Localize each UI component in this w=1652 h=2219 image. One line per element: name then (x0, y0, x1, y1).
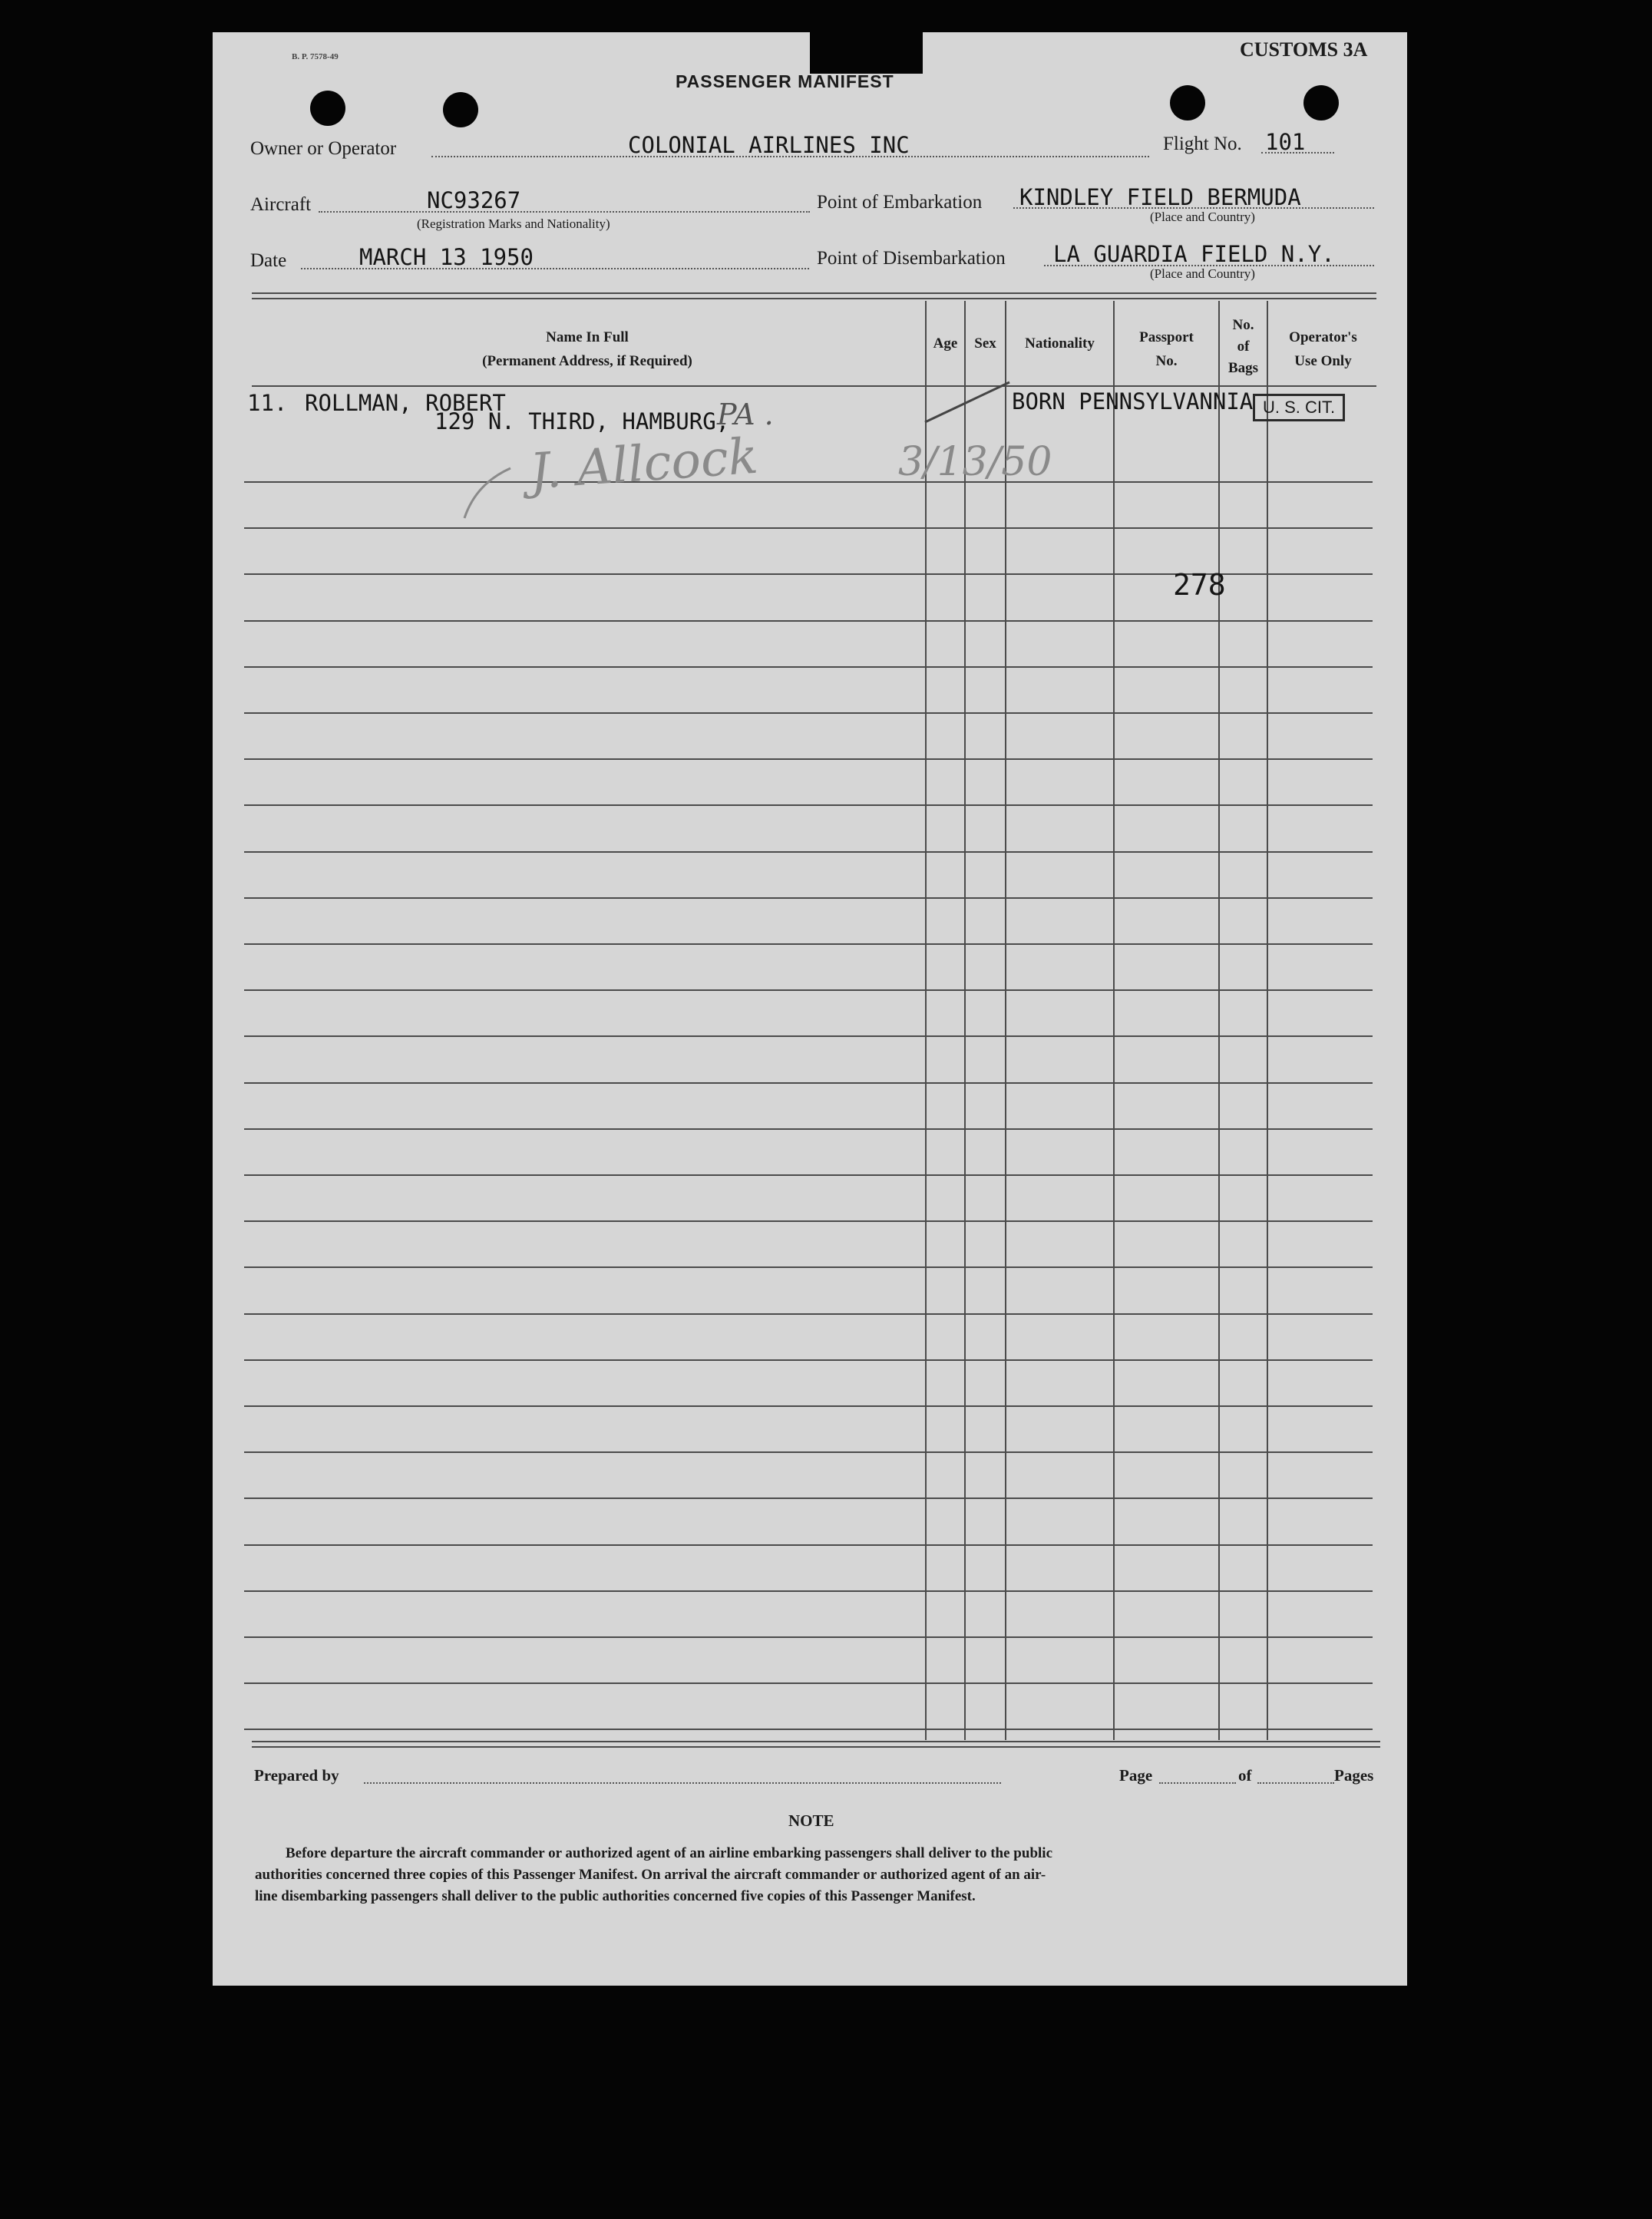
entry-address-state: PA . (717, 398, 774, 431)
note-text: Before departure the aircraft commander or authorized agent of an airline embarking passengers shall deliver to the public authorities concerned three copies of this Passenger Manifest. On arrival the aircraft commander or authorized agent of an air- line disembarking passengers shall deliver to the public authorities concerned five copies of this Passenger Manifest. (255, 1845, 1053, 1904)
table-bottom-rule (252, 1741, 1380, 1742)
table-row-rule (244, 1544, 1373, 1546)
column-divider (1267, 301, 1268, 1740)
handwritten-date: 3/13/50 (898, 439, 1052, 485)
table-row-rule (244, 1590, 1373, 1592)
table-row-rule (244, 1636, 1373, 1638)
aircraft-label: Aircraft (250, 194, 312, 215)
column-divider (964, 301, 966, 1740)
table-row-rule (244, 851, 1373, 853)
owner-label: Owner or Operator (250, 138, 397, 159)
age-sex-strike-mark (921, 376, 1013, 430)
note-title: NOTE (788, 1811, 834, 1830)
page-dotted-line (1159, 1782, 1236, 1784)
table-row-rule (244, 1220, 1373, 1222)
owner-value: COLONIAL AIRLINES INC (628, 132, 910, 158)
table-row-rule (244, 943, 1373, 945)
table-row-rule (244, 666, 1373, 668)
pages-label: Pages (1334, 1766, 1374, 1785)
table-row-rule (244, 804, 1373, 806)
table-row-rule (244, 897, 1373, 899)
col-header-age: Age (933, 335, 958, 352)
aircraft-dotted-line (319, 211, 810, 213)
table-row-rule (244, 1313, 1373, 1315)
column-divider (1218, 301, 1220, 1740)
flight-value: 101 (1265, 129, 1306, 155)
date-value: MARCH 13 1950 (359, 244, 534, 270)
table-row-rule (244, 1035, 1373, 1037)
table-row-rule (244, 1128, 1373, 1130)
entry-number: 11. (247, 390, 288, 416)
handwritten-signature: J. Allcock (527, 428, 760, 501)
aircraft-value: NC93267 (427, 187, 521, 213)
table-bottom-rule (252, 1746, 1380, 1748)
disembark-value: LA GUARDIA FIELD N.Y. (1053, 241, 1335, 267)
punch-hole (310, 91, 345, 126)
table-row-rule (244, 620, 1373, 622)
entry-nationality: BORN PENNSYLVANNIA (1012, 388, 1254, 414)
table-row-rule (244, 1682, 1373, 1684)
table-row-rule (244, 712, 1373, 714)
prepared-by-label: Prepared by (254, 1766, 339, 1785)
column-divider (925, 301, 927, 1740)
table-row-rule (244, 1405, 1373, 1407)
aircraft-caption: (Registration Marks and Nationality) (417, 216, 610, 231)
col-header-passport: Passport No. (1139, 329, 1194, 369)
punch-hole (1303, 85, 1339, 121)
col-header-name: Name In Full (Permanent Address, if Required) (482, 329, 692, 369)
table-row-rule (244, 758, 1373, 760)
disembark-label: Point of Disembarkation (817, 248, 1006, 269)
table-row-rule (244, 1174, 1373, 1176)
page-label: Page (1119, 1766, 1153, 1785)
col-header-nationality: Nationality (1025, 335, 1095, 352)
passport-number: 278 (1173, 568, 1226, 602)
disembark-caption: (Place and Country) (1150, 266, 1255, 281)
header-bottom-rule (252, 385, 1376, 387)
table-row-rule (244, 1359, 1373, 1361)
page-title: PASSENGER MANIFEST (676, 71, 894, 91)
table-row-rule (244, 1082, 1373, 1084)
table-top-rule (252, 298, 1376, 299)
table-row-rule (244, 1266, 1373, 1268)
flight-label: Flight No. (1163, 134, 1242, 154)
column-divider (1113, 301, 1115, 1740)
of-label: of (1238, 1766, 1252, 1785)
embark-caption: (Place and Country) (1150, 210, 1255, 224)
col-header-sex: Sex (974, 335, 996, 352)
table-row-rule (244, 1497, 1373, 1499)
citizen-stamp: U. S. CIT. (1253, 394, 1345, 421)
col-header-operator: Operator's Use Only (1289, 329, 1357, 369)
table-row-rule (244, 1729, 1373, 1730)
of-dotted-line (1257, 1782, 1334, 1784)
table-row-rule (244, 481, 1373, 483)
punch-hole (443, 92, 478, 127)
punch-hole (1170, 85, 1205, 121)
embark-value: KINDLEY FIELD BERMUDA (1019, 184, 1301, 210)
table-row-rule (244, 989, 1373, 991)
table-top-rule (252, 292, 1376, 294)
date-label: Date (250, 250, 287, 271)
column-divider (1005, 301, 1006, 1740)
customs-label: CUSTOMS 3A (1240, 38, 1368, 61)
embark-label: Point of Embarkation (817, 192, 983, 213)
prepared-by-dotted-line (364, 1782, 1001, 1784)
handwriting-stroke (461, 464, 522, 526)
paper-notch (810, 29, 923, 74)
form-code: B. P. 7578-49 (292, 52, 339, 61)
table-row-rule (244, 527, 1373, 529)
entry-address: 129 N. THIRD, HAMBURG, (434, 408, 730, 434)
entry-name: ROLLMAN, ROBERT (305, 390, 506, 416)
table-row-rule (244, 1451, 1373, 1453)
col-header-bags: No. of Bags (1227, 317, 1259, 376)
